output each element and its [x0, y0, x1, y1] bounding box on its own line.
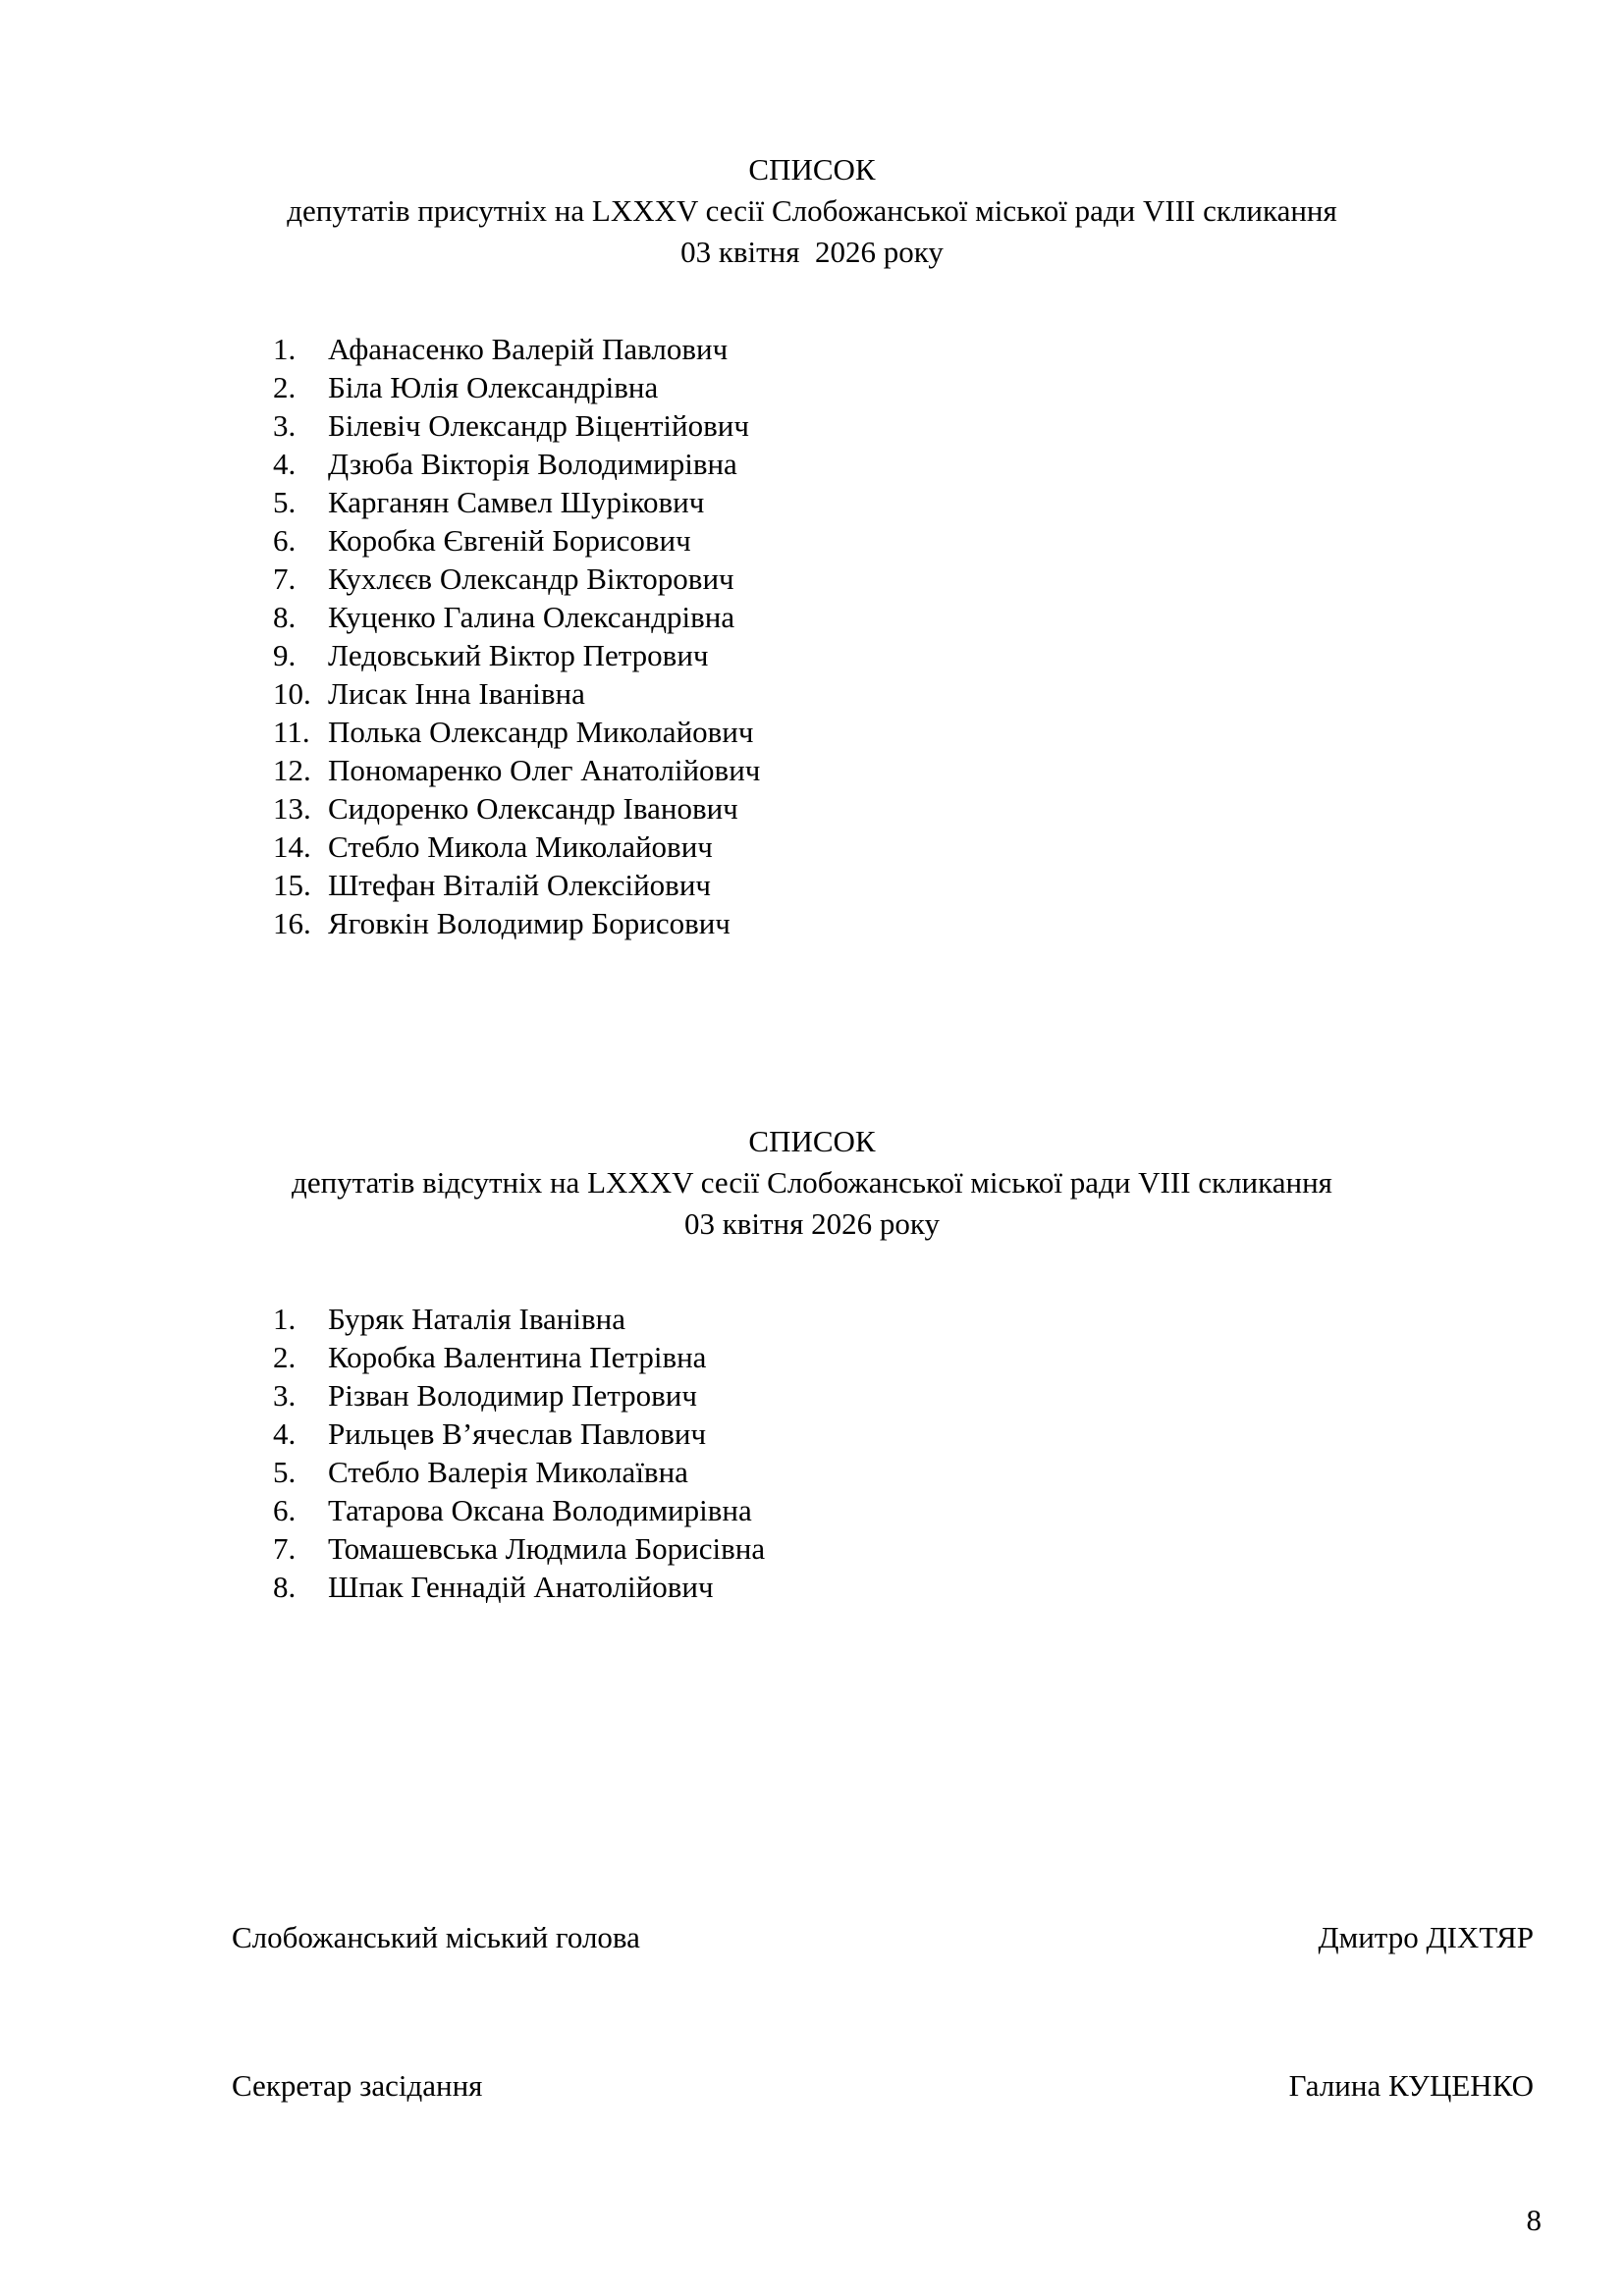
item-number: 9.: [273, 638, 297, 672]
signature-block: [232, 1918, 1534, 2105]
deputy-name: Карганян Самвел Шурікович: [328, 485, 705, 519]
item-number: 3.: [273, 1378, 297, 1413]
present-deputies-list: [273, 330, 1506, 942]
list-item: [273, 598, 1506, 636]
list-item: [273, 1491, 1506, 1529]
list-item: [273, 330, 1506, 368]
list-item: [273, 1300, 1506, 1338]
deputy-name: Татарова Оксана Володимирівна: [328, 1493, 752, 1527]
deputy-name: Лисак Інна Іванівна: [328, 676, 585, 711]
item-number: 2.: [273, 370, 297, 404]
present-list-date: 03 квітня 2026 року: [680, 235, 944, 269]
list-item: [273, 866, 1506, 904]
list-item: [273, 1529, 1506, 1568]
signature-row-mayor: [232, 1918, 1534, 1956]
signature-name: Галина КУЦЕНКО: [1288, 2068, 1534, 2103]
list-item: [273, 406, 1506, 445]
signature-row-secretary: [232, 2066, 1534, 2105]
present-list-title: СПИСОК: [748, 152, 876, 187]
item-number: 15.: [273, 868, 311, 902]
list-item: [273, 713, 1506, 751]
item-number: 8.: [273, 1570, 297, 1604]
present-list-header: [0, 0, 1624, 273]
list-item: [273, 445, 1506, 483]
deputy-name: Томашевська Людмила Борисівна: [328, 1531, 766, 1566]
list-item: [273, 1415, 1506, 1453]
signature-role: Слобожанський міський голова: [232, 1920, 640, 1954]
list-item: [273, 368, 1506, 406]
list-item: [273, 789, 1506, 828]
item-number: 4.: [273, 1416, 297, 1451]
deputy-name: Пономаренко Олег Анатолійович: [328, 753, 761, 787]
list-item: [273, 1568, 1506, 1606]
deputy-name: Білевіч Олександр Віцентійович: [328, 408, 749, 443]
item-number: 5.: [273, 1455, 297, 1489]
present-list-subtitle: депутатів присутніх на LXXXV сесії Слобожанської міської ради VIII скликання: [287, 193, 1337, 228]
item-number: 4.: [273, 447, 297, 481]
list-item: [273, 560, 1506, 598]
list-item: [273, 521, 1506, 560]
deputy-name: Сидоренко Олександр Іванович: [328, 791, 738, 826]
signature-name: Дмитро ДІХТЯР: [1318, 1920, 1534, 1954]
deputy-name: Афанасенко Валерій Павлович: [328, 332, 729, 366]
item-number: 12.: [273, 753, 311, 787]
absent-deputies-list: [273, 1300, 1506, 1606]
item-number: 1.: [273, 1302, 297, 1336]
deputy-name: Коробка Валентина Петрівна: [328, 1340, 707, 1374]
item-number: 1.: [273, 332, 297, 366]
item-number: 6.: [273, 1493, 297, 1527]
absent-list-subtitle: депутатів відсутніх на LXXXV сесії Слобожанської міської ради VIII скликання: [292, 1165, 1332, 1200]
deputy-name: Куценко Галина Олександрівна: [328, 600, 735, 634]
item-number: 11.: [273, 715, 310, 749]
deputy-name: Буряк Наталія Іванівна: [328, 1302, 625, 1336]
deputy-name: Коробка Євгеній Борисович: [328, 523, 691, 558]
signature-role: Секретар засідання: [232, 2068, 483, 2103]
item-number: 2.: [273, 1340, 297, 1374]
item-number: 10.: [273, 676, 311, 711]
deputy-name: Дзюба Вікторія Володимирівна: [328, 447, 737, 481]
deputy-name: Стебло Микола Миколайович: [328, 829, 713, 864]
item-number: 7.: [273, 561, 297, 596]
item-number: 7.: [273, 1531, 297, 1566]
deputy-name: Біла Юлія Олександрівна: [328, 370, 659, 404]
absent-list-header: [0, 1121, 1624, 1245]
deputy-name: Різван Володимир Петрович: [328, 1378, 697, 1413]
list-item: [273, 674, 1506, 713]
item-number: 5.: [273, 485, 297, 519]
item-number: 8.: [273, 600, 297, 634]
deputy-name: Штефан Віталій Олексійович: [328, 868, 711, 902]
deputy-name: Стебло Валерія Миколаївна: [328, 1455, 688, 1489]
list-item: [273, 1453, 1506, 1491]
deputy-name: Полька Олександр Миколайович: [328, 715, 754, 749]
absent-list-date: 03 квітня 2026 року: [683, 1206, 941, 1241]
deputy-name: Яговкін Володимир Борисович: [328, 906, 731, 940]
list-item: [273, 904, 1506, 942]
list-item: [273, 636, 1506, 674]
deputy-name: Кухлєєв Олександр Вікторович: [328, 561, 734, 596]
deputy-name: Ледовський Віктор Петрович: [328, 638, 709, 672]
deputy-name: Рильцев В’ячеслав Павлович: [328, 1416, 707, 1451]
item-number: 13.: [273, 791, 311, 826]
item-number: 14.: [273, 829, 311, 864]
list-item: [273, 483, 1506, 521]
deputy-name: Шпак Геннадій Анатолійович: [328, 1570, 714, 1604]
item-number: 16.: [273, 906, 311, 940]
item-number: 6.: [273, 523, 297, 558]
absent-list-title: СПИСОК: [748, 1124, 876, 1158]
list-item: [273, 828, 1506, 866]
page-number: 8: [1526, 2203, 1542, 2237]
list-item: [273, 1376, 1506, 1415]
item-number: 3.: [273, 408, 297, 443]
list-item: [273, 751, 1506, 789]
list-item: [273, 1338, 1506, 1376]
